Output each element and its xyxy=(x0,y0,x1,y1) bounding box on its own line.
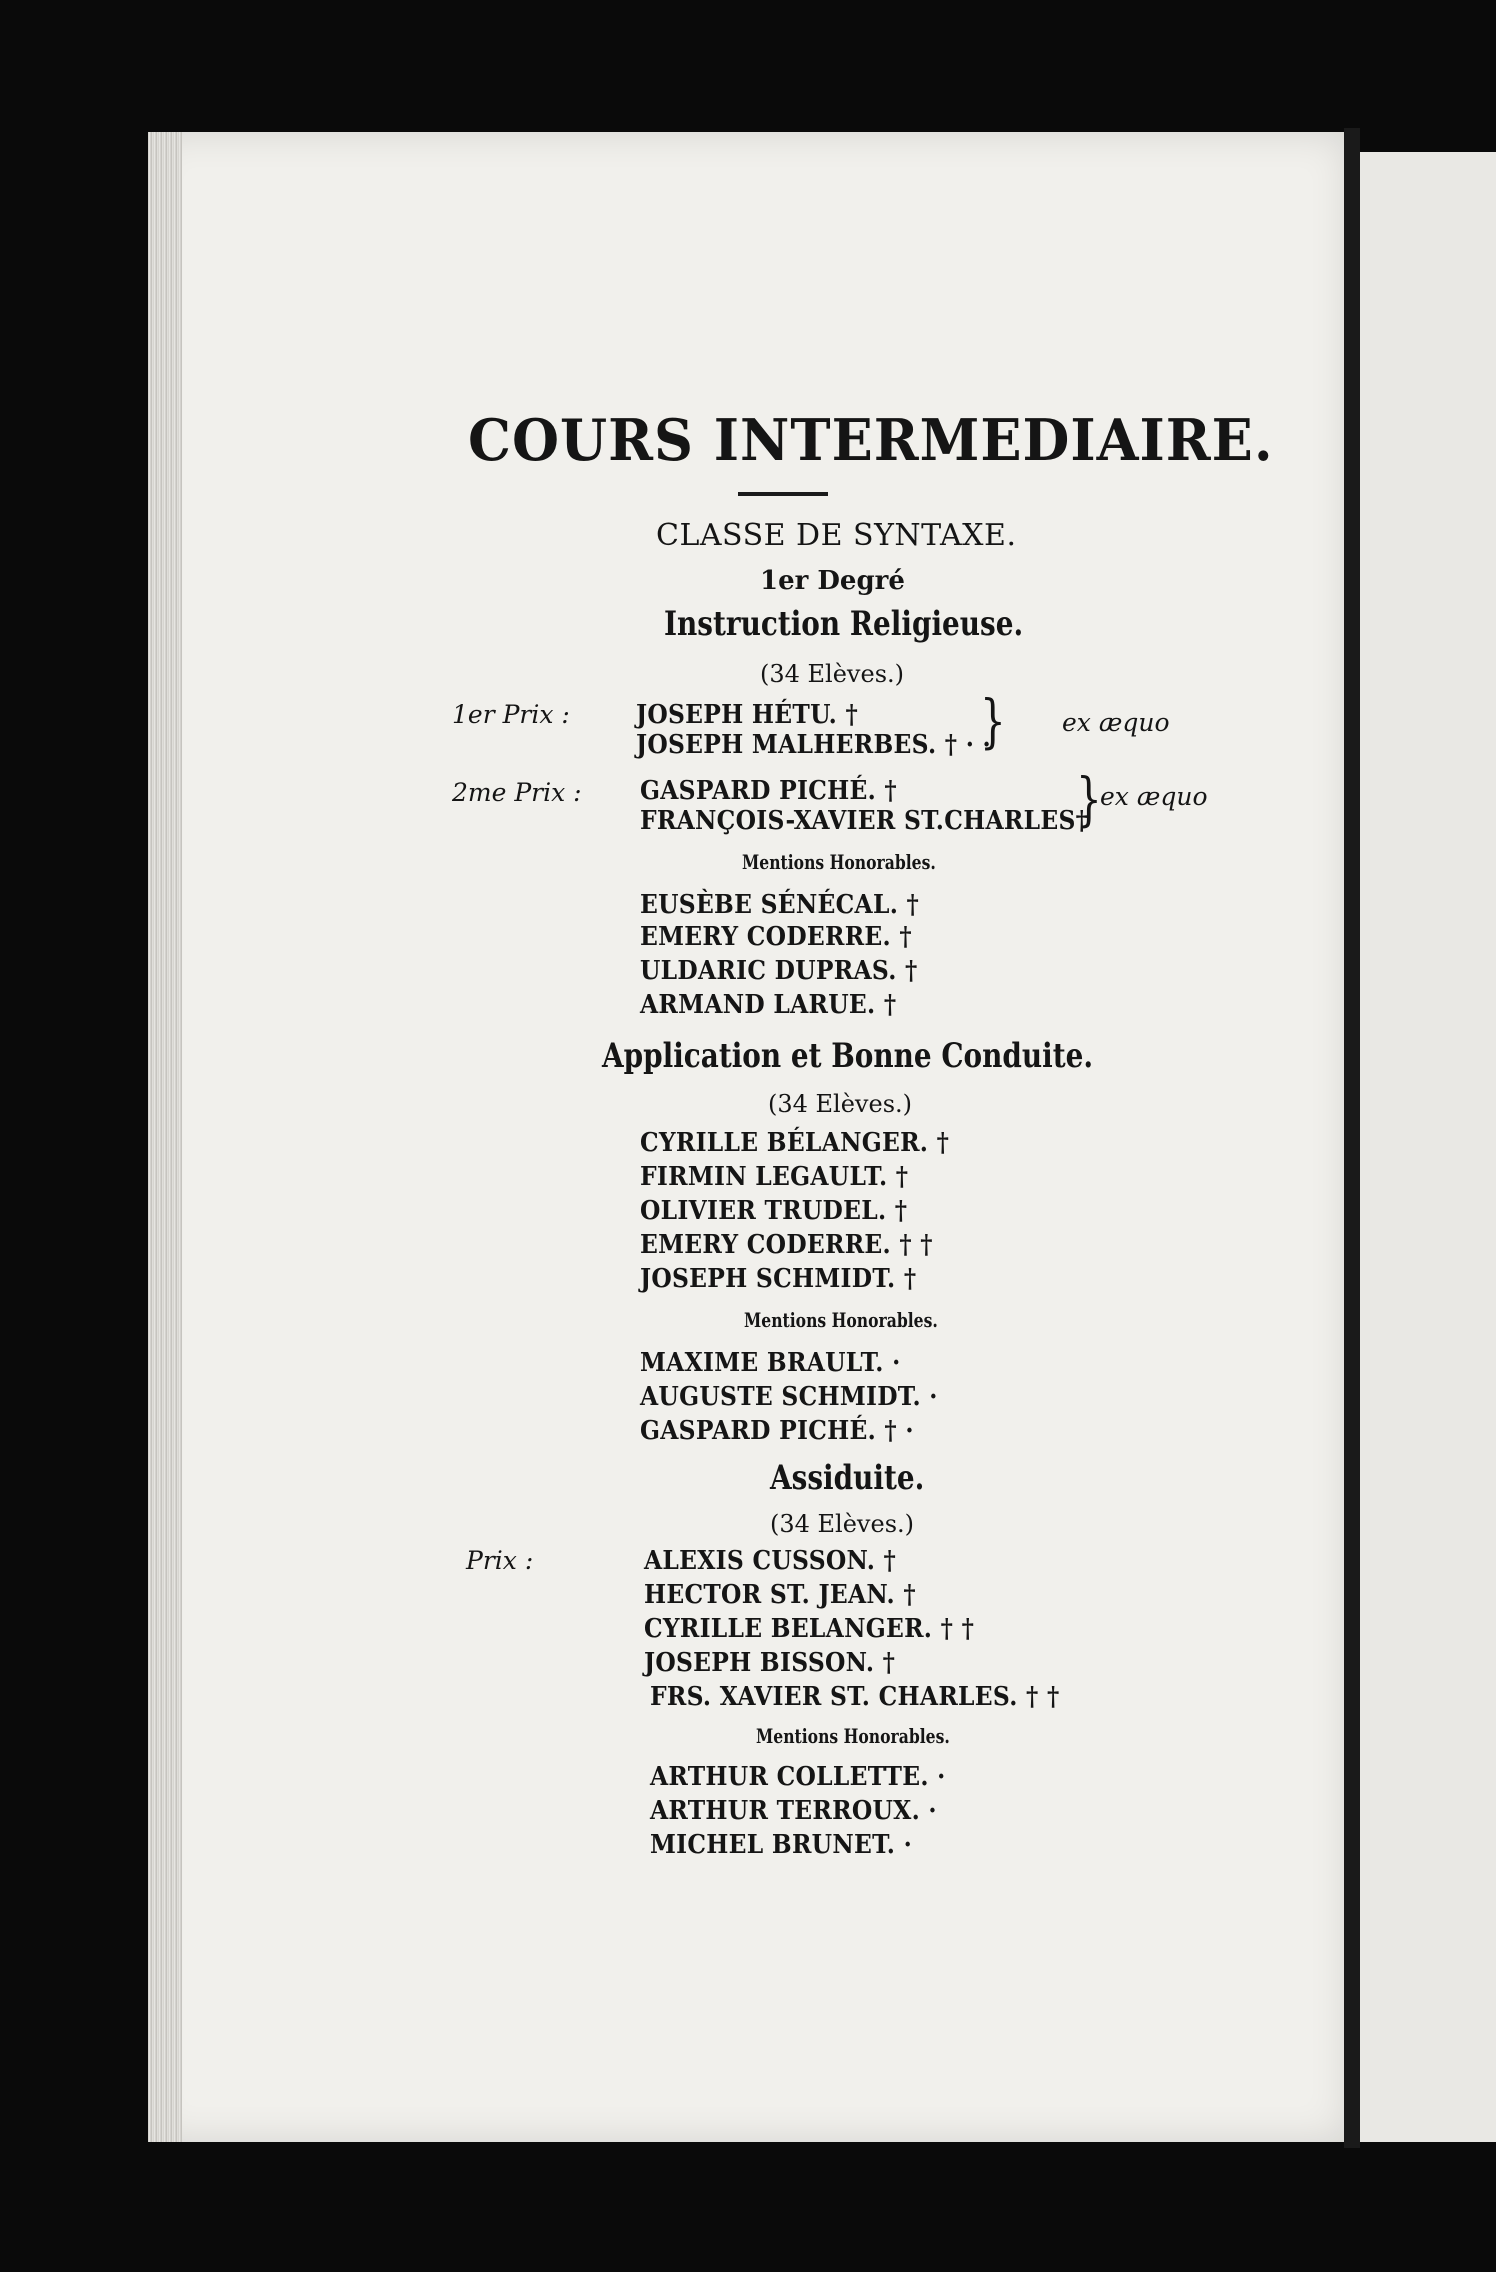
list-item: HECTOR ST. JEAN. † xyxy=(644,1580,916,1610)
mentions-heading: Mentions Honorables. xyxy=(744,1308,938,1332)
list-item: ALEXIS CUSSON. † xyxy=(644,1546,897,1576)
page-title: COURS INTERMEDIAIRE. xyxy=(468,406,1274,474)
prize-label: Prix : xyxy=(466,1546,534,1575)
ex-aequo-note: ex æquo xyxy=(1100,782,1208,811)
mention-name: AUGUSTE SCHMIDT. · xyxy=(640,1382,938,1412)
mention-name: ULDARIC DUPRAS. † xyxy=(640,956,918,986)
section-count: (34 Elèves.) xyxy=(760,660,904,688)
prize-label: 1er Prix : xyxy=(452,700,570,729)
mention-name: ARMAND LARUE. † xyxy=(640,990,897,1020)
mention-name: EMERY CODERRE. † xyxy=(640,922,912,952)
prize-name: JOSEPH HÉTU. † xyxy=(636,700,858,730)
brace: } xyxy=(1076,765,1102,833)
list-item: EMERY CODERRE. † † xyxy=(640,1230,933,1260)
mention-name: MAXIME BRAULT. · xyxy=(640,1348,901,1378)
degree-heading: 1er Degré xyxy=(760,566,905,596)
section-heading-application: Application et Bonne Conduite. xyxy=(602,1036,1094,1076)
list-item: JOSEPH BISSON. † xyxy=(644,1648,896,1678)
list-item: JOSEPH SCHMIDT. † xyxy=(640,1264,917,1294)
mention-name: EUSÈBE SÉNÉCAL. † xyxy=(640,890,920,920)
list-item: OLIVIER TRUDEL. † xyxy=(640,1196,908,1226)
brace: } xyxy=(980,687,1006,755)
section-count: (34 Elèves.) xyxy=(768,1090,912,1118)
section-heading-assiduite: Assiduite. xyxy=(770,1458,925,1498)
list-item: FRS. XAVIER ST. CHARLES. † † xyxy=(650,1682,1060,1712)
title-rule xyxy=(738,492,828,496)
section-heading-instruction: Instruction Religieuse. xyxy=(664,604,1024,644)
mention-name: MICHEL BRUNET. · xyxy=(650,1830,913,1860)
section-count: (34 Elèves.) xyxy=(770,1510,914,1538)
prize-name: FRANÇOIS-XAVIER ST.CHARLES† xyxy=(640,806,1089,836)
mention-name: ARTHUR TERROUX. · xyxy=(650,1796,937,1826)
mention-name: ARTHUR COLLETTE. · xyxy=(650,1762,946,1792)
class-heading: CLASSE DE SYNTAXE. xyxy=(656,518,1017,553)
list-item: CYRILLE BÉLANGER. † xyxy=(640,1128,950,1158)
mentions-heading: Mentions Honorables. xyxy=(756,1724,950,1748)
ex-aequo-note: ex æquo xyxy=(1062,708,1170,737)
mention-name: GASPARD PICHÉ. † · xyxy=(640,1416,914,1446)
list-item: CYRILLE BELANGER. † † xyxy=(644,1614,975,1644)
prize-label: 2me Prix : xyxy=(452,778,582,807)
mentions-heading: Mentions Honorables. xyxy=(742,850,936,874)
list-item: FIRMIN LEGAULT. † xyxy=(640,1162,909,1192)
prize-name: GASPARD PICHÉ. † xyxy=(640,776,897,806)
prize-name: JOSEPH MALHERBES. † · · xyxy=(636,730,991,760)
